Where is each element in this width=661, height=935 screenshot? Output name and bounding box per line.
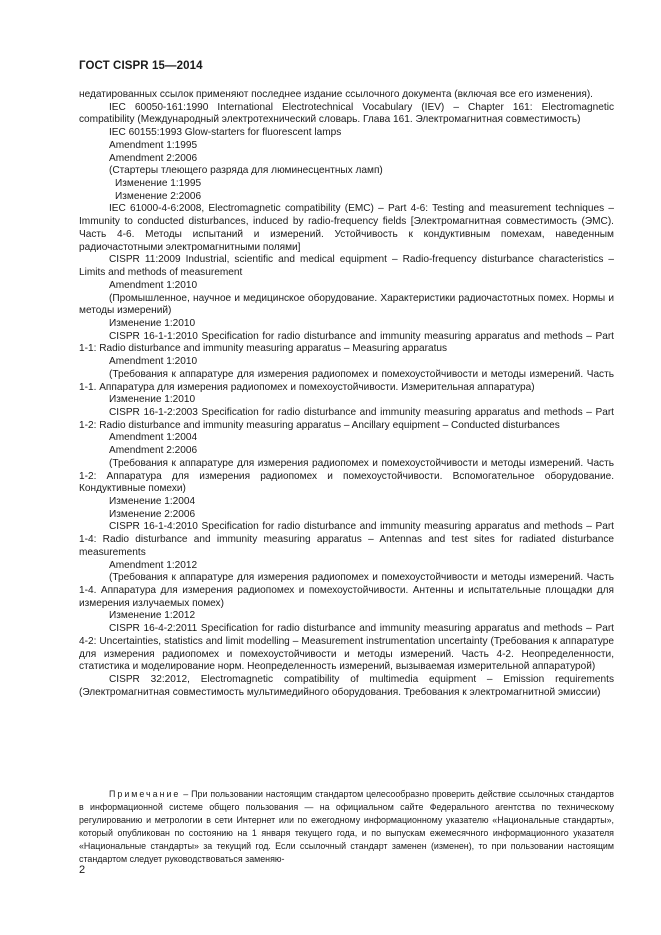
note-label: Примечание: [109, 789, 181, 799]
page-number: 2: [79, 864, 86, 876]
note-text: – При пользовании настоящим стандартом целесообразно проверить действие ссылочных стандартов в информационной системе общего пользования — на официальном сайте Федерального агентства по техническому регулированию и метрологии в сети Интернет или по ежегодному информационному указателю «Национальные стандарты», который опубликован по состоянию на 1 января текущего года, и по выпускам ежемесячного информационного указателя «Национальные стандарты» за текущий год. Если ссылочный стандарт заменен (изменен), то при пользовании настоящим стандартом следует руководствоваться заменяю-: [79, 789, 614, 865]
reference-paragraph: Изменение 1:1995: [115, 178, 202, 190]
reference-paragraph: Изменение 1:2012: [109, 610, 196, 622]
reference-paragraph: Amendment 1:1995: [109, 139, 198, 151]
reference-paragraph: IEC 61000-4-6:2008, Electromagnetic compatibility (EMC) – Part 4-6: Testing and measurement techniques – Immunity to conducted disturbances, induced by radio-frequency fields [Электромагнитная совместимость (ЭМС). Часть 4-6. Методы испытаний и измерений. Устойчивость к кондуктивным помехам, наведенным радиочастотными электромагнитными полями]: [79, 203, 614, 253]
reference-paragraph: CISPR 16-1-2:2003 Specification for radio disturbance and immunity measuring apparatus and methods – Part 1-2: Radio disturbance and immunity measuring apparatus – Ancillary equipment – Conducted disturbances: [79, 406, 614, 431]
reference-paragraph: Amendment 2:2006: [109, 445, 198, 457]
reference-paragraph: Изменение 1:2010: [109, 317, 196, 329]
reference-paragraph: Amendment 1:2004: [109, 432, 198, 444]
reference-paragraph: Изменение 2:2006: [109, 508, 196, 520]
reference-paragraph: CISPR 16-1-4:2010 Specification for radio disturbance and immunity measuring apparatus and methods – Part 1-4: Radio disturbance and immunity measuring apparatus – Antennas and test sites for radiated disturbance measurements: [79, 521, 614, 558]
document-body: [79, 89, 614, 700]
reference-paragraph: (Стартеры тлеющего разряда для люминесцентных ламп): [109, 165, 383, 177]
note-paragraph: [79, 788, 614, 867]
reference-paragraph: Amendment 1:2010: [109, 279, 198, 291]
reference-paragraph: (Требования к аппаратуре для измерения радиопомех и помехоустойчивости и методы измерений. Часть 1-4. Аппаратура для измерения радиопомех и помехоустойчивости. Антенны и испытательные площадки для измерения излучаемых помех): [79, 572, 614, 609]
reference-paragraph: CISPR 16-1-1:2010 Specification for radio disturbance and immunity measuring apparatus and methods – Part 1-1: Radio disturbance and immunity measuring apparatus – Measuring apparatus: [79, 330, 614, 355]
reference-paragraph: Изменение 1:2010: [109, 394, 196, 406]
note-block: [79, 788, 614, 867]
reference-paragraph: IEC 60155:1993 Glow-starters for fluorescent lamps: [109, 127, 342, 139]
reference-paragraph: Изменение 1:2004: [109, 496, 196, 507]
reference-paragraph: Amendment 1:2012: [109, 559, 198, 571]
reference-paragraph: (Требования к аппаратуре для измерения радиопомех и помехоустойчивости и методы измерений. Часть 1-1. Аппаратура для измерения радиопомех и помехоустойчивости. Измерительная аппаратура): [79, 368, 614, 393]
reference-paragraph: (Промышленное, научное и медицинское оборудование. Характеристики радиочастотных помех. Нормы и методы измерений): [79, 292, 614, 317]
reference-paragraph: (Требования к аппаратуре для измерения радиопомех и помехоустойчивости и методы измерений. Часть 1-2: Аппаратура для измерения радиопомех и помехоустойчивости. Вспомогательное оборудование. Кондуктивные помехи): [79, 457, 614, 495]
reference-paragraph: Amendment 1:2010: [109, 356, 198, 368]
reference-paragraph: недатированных ссылок применяют последнее издание ссылочного документа (включая все его изменения).: [79, 89, 593, 100]
reference-paragraph: CISPR 11:2009 Industrial, scientific and medical equipment – Radio-frequency disturbance characteristics – Limits and methods of measurement: [79, 254, 614, 279]
reference-paragraph: Amendment 2:2006: [109, 152, 198, 164]
reference-paragraph: Изменение 2:2006: [115, 190, 202, 202]
reference-paragraph: CISPR 32:2012, Electromagnetic compatibility of multimedia equipment – Emission requirements (Электромагнитная совместимость мультимедийного оборудования. Требования к электромагнитной эмиссии): [79, 674, 614, 698]
reference-paragraph: IEC 60050-161:1990 International Electrotechnical Vocabulary (IEV) – Chapter 161: Electromagnetic compatibility (Международный электротехнический словарь. Глава 161. Электромагнитная совместимость): [79, 101, 614, 126]
reference-paragraph: CISPR 16-4-2:2011 Specification for radio disturbance and immunity measuring apparatus and methods – Part 4-2: Uncertainties, statistics and limit modelling – Measurement instrumentation uncertainty (Требования к аппаратуре для измерения радиопомех и помехоустойчивости и методы измерений. Часть 4-2. Неопределенности, статистика и моделирование норм. Неопределенность измерений, вызываемая измерительной аппаратурой): [79, 623, 614, 673]
document-header: ГОСТ CISPR 15—2014: [79, 60, 203, 72]
